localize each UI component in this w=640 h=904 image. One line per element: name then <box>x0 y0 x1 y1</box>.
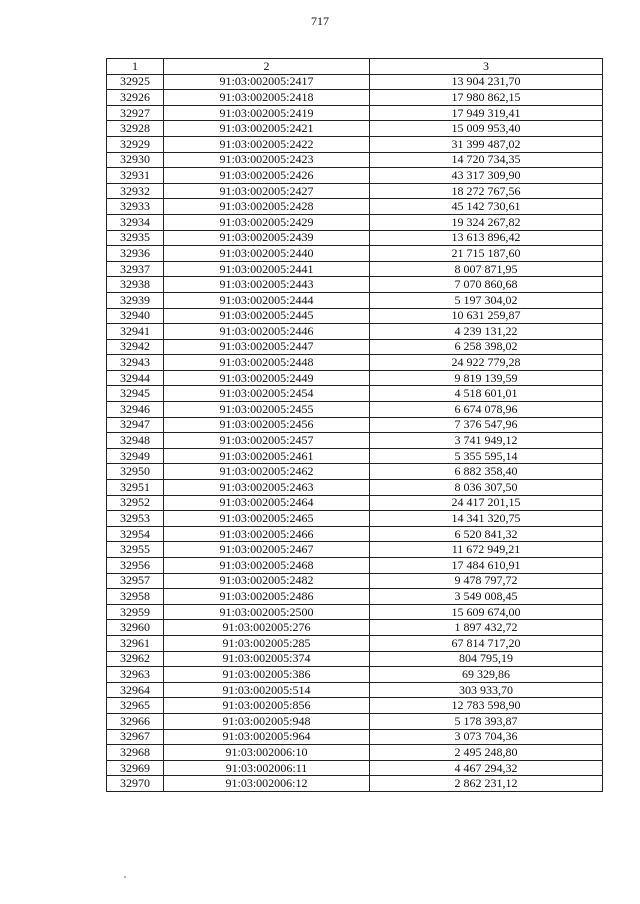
row-number-cell: 32967 <box>107 729 164 745</box>
cadastral-number-cell: 91:03:002005:2440 <box>164 246 370 262</box>
value-cell: 67 814 717,20 <box>370 635 603 651</box>
table-row <box>107 292 603 308</box>
column-header-3: 3 <box>370 59 603 75</box>
cadastral-number-cell: 91:03:002005:856 <box>164 698 370 714</box>
cadastral-number-cell: 91:03:002006:10 <box>164 745 370 761</box>
table-row <box>107 713 603 729</box>
cadastral-number-cell: 91:03:002005:2446 <box>164 324 370 340</box>
row-number-cell: 32958 <box>107 589 164 605</box>
value-cell: 11 672 949,21 <box>370 542 603 558</box>
cadastral-number-cell: 91:03:002005:2428 <box>164 199 370 215</box>
value-cell: 8 036 307,50 <box>370 480 603 496</box>
table-row <box>107 448 603 464</box>
row-number-cell: 32952 <box>107 495 164 511</box>
table-row <box>107 745 603 761</box>
row-number-cell: 32964 <box>107 682 164 698</box>
table-row <box>107 230 603 246</box>
row-number-cell: 32965 <box>107 698 164 714</box>
cadastral-number-cell: 91:03:002005:2465 <box>164 511 370 527</box>
value-cell: 31 399 487,02 <box>370 136 603 152</box>
cadastral-number-cell: 91:03:002005:2423 <box>164 152 370 168</box>
value-cell: 5 197 304,02 <box>370 292 603 308</box>
row-number-cell: 32928 <box>107 121 164 137</box>
value-cell: 24 417 201,15 <box>370 495 603 511</box>
cadastral-number-cell: 91:03:002005:2463 <box>164 480 370 496</box>
cadastral-number-cell: 91:03:002005:374 <box>164 651 370 667</box>
row-number-cell: 32966 <box>107 713 164 729</box>
value-cell: 7 376 547,96 <box>370 417 603 433</box>
row-number-cell: 32961 <box>107 635 164 651</box>
cadastral-number-cell: 91:03:002005:2500 <box>164 604 370 620</box>
row-number-cell: 32949 <box>107 448 164 464</box>
table-row <box>107 573 603 589</box>
value-cell: 15 609 674,00 <box>370 604 603 620</box>
cadastral-number-cell: 91:03:002005:2439 <box>164 230 370 246</box>
page-number: 717 <box>311 14 329 28</box>
value-cell: 19 324 267,82 <box>370 214 603 230</box>
cadastral-number-cell: 91:03:002005:2455 <box>164 402 370 418</box>
table-row <box>107 183 603 199</box>
value-cell: 2 862 231,12 <box>370 776 603 792</box>
table-row <box>107 261 603 277</box>
header-row <box>107 59 603 75</box>
table-row <box>107 729 603 745</box>
row-number-cell: 32947 <box>107 417 164 433</box>
row-number-cell: 32929 <box>107 136 164 152</box>
table-row <box>107 152 603 168</box>
value-cell: 5 178 393,87 <box>370 713 603 729</box>
cadastral-number-cell: 91:03:002005:2461 <box>164 448 370 464</box>
value-cell: 6 674 078,96 <box>370 402 603 418</box>
table-row <box>107 214 603 230</box>
value-cell: 3 073 704,36 <box>370 729 603 745</box>
value-cell: 45 142 730,61 <box>370 199 603 215</box>
cadastral-number-cell: 91:03:002005:285 <box>164 635 370 651</box>
row-number-cell: 32934 <box>107 214 164 230</box>
cadastral-number-cell: 91:03:002005:276 <box>164 620 370 636</box>
table-row <box>107 558 603 574</box>
table-row <box>107 386 603 402</box>
cadastral-number-cell: 91:03:002005:2421 <box>164 121 370 137</box>
row-number-cell: 32962 <box>107 651 164 667</box>
table-row <box>107 776 603 792</box>
cadastral-number-cell: 91:03:002005:2422 <box>164 136 370 152</box>
value-cell: 4 467 294,32 <box>370 760 603 776</box>
cadastral-number-cell: 91:03:002005:386 <box>164 667 370 683</box>
row-number-cell: 32939 <box>107 292 164 308</box>
cadastral-number-cell: 91:03:002005:2466 <box>164 526 370 542</box>
value-cell: 14 341 320,75 <box>370 511 603 527</box>
table-row <box>107 308 603 324</box>
cadastral-number-cell: 91:03:002005:2429 <box>164 214 370 230</box>
row-number-cell: 32944 <box>107 370 164 386</box>
row-number-cell: 32926 <box>107 90 164 106</box>
cadastral-number-cell: 91:03:002005:964 <box>164 729 370 745</box>
table-row <box>107 604 603 620</box>
row-number-cell: 32938 <box>107 277 164 293</box>
table-row <box>107 339 603 355</box>
cadastral-number-cell: 91:03:002005:2443 <box>164 277 370 293</box>
row-number-cell: 32937 <box>107 261 164 277</box>
table-row <box>107 589 603 605</box>
value-cell: 3 549 008,45 <box>370 589 603 605</box>
value-cell: 10 631 259,87 <box>370 308 603 324</box>
value-cell: 12 783 598,90 <box>370 698 603 714</box>
row-number-cell: 32954 <box>107 526 164 542</box>
value-cell: 6 882 358,40 <box>370 464 603 480</box>
table-row <box>107 168 603 184</box>
row-number-cell: 32950 <box>107 464 164 480</box>
cadastral-number-cell: 91:03:002005:948 <box>164 713 370 729</box>
cadastral-number-cell: 91:03:002005:2445 <box>164 308 370 324</box>
table-row <box>107 417 603 433</box>
table-row <box>107 651 603 667</box>
cadastral-number-cell: 91:03:002005:2417 <box>164 74 370 90</box>
row-number-cell: 32931 <box>107 168 164 184</box>
table-row <box>107 74 603 90</box>
value-cell: 7 070 860,68 <box>370 277 603 293</box>
row-number-cell: 32960 <box>107 620 164 636</box>
cadastral-number-cell: 91:03:002005:2468 <box>164 558 370 574</box>
table-row <box>107 199 603 215</box>
row-number-cell: 32970 <box>107 776 164 792</box>
value-cell: 13 613 896,42 <box>370 230 603 246</box>
cadastral-number-cell: 91:03:002005:514 <box>164 682 370 698</box>
value-cell: 17 980 862,15 <box>370 90 603 106</box>
row-number-cell: 32953 <box>107 511 164 527</box>
value-cell: 21 715 187,60 <box>370 246 603 262</box>
value-cell: 6 520 841,32 <box>370 526 603 542</box>
column-header-2: 2 <box>164 59 370 75</box>
row-number-cell: 32925 <box>107 74 164 90</box>
table-row <box>107 480 603 496</box>
table-row <box>107 635 603 651</box>
row-number-cell: 32943 <box>107 355 164 371</box>
value-cell: 17 949 319,41 <box>370 105 603 121</box>
value-cell: 24 922 779,28 <box>370 355 603 371</box>
table-body <box>107 74 603 791</box>
cadastral-number-cell: 91:03:002005:2462 <box>164 464 370 480</box>
value-cell: 9 478 797,72 <box>370 573 603 589</box>
row-number-cell: 32955 <box>107 542 164 558</box>
row-number-cell: 32968 <box>107 745 164 761</box>
row-number-cell: 32941 <box>107 324 164 340</box>
cadastral-number-cell: 91:03:002005:2441 <box>164 261 370 277</box>
row-number-cell: 32946 <box>107 402 164 418</box>
row-number-cell: 32930 <box>107 152 164 168</box>
table-row <box>107 620 603 636</box>
table-row <box>107 324 603 340</box>
table-row <box>107 370 603 386</box>
value-cell: 4 239 131,22 <box>370 324 603 340</box>
row-number-cell: 32933 <box>107 199 164 215</box>
table-row <box>107 667 603 683</box>
cadastral-number-cell: 91:03:002006:11 <box>164 760 370 776</box>
table-row <box>107 542 603 558</box>
cadastral-number-cell: 91:03:002005:2449 <box>164 370 370 386</box>
row-number-cell: 32951 <box>107 480 164 496</box>
column-header-1: 1 <box>107 59 164 75</box>
row-number-cell: 32927 <box>107 105 164 121</box>
cadastral-number-cell: 91:03:002005:2457 <box>164 433 370 449</box>
table-row <box>107 464 603 480</box>
cadastral-number-cell: 91:03:002005:2454 <box>164 386 370 402</box>
value-cell: 17 484 610,91 <box>370 558 603 574</box>
value-cell: 8 007 871,95 <box>370 261 603 277</box>
cadastral-number-cell: 91:03:002005:2447 <box>164 339 370 355</box>
row-number-cell: 32945 <box>107 386 164 402</box>
row-number-cell: 32963 <box>107 667 164 683</box>
row-number-cell: 32935 <box>107 230 164 246</box>
table-row <box>107 402 603 418</box>
cadastral-number-cell: 91:03:002005:2418 <box>164 90 370 106</box>
scan-speck <box>124 876 126 878</box>
cadastral-number-cell: 91:03:002005:2486 <box>164 589 370 605</box>
value-cell: 43 317 309,90 <box>370 168 603 184</box>
row-number-cell: 32936 <box>107 246 164 262</box>
cadastral-number-cell: 91:03:002005:2467 <box>164 542 370 558</box>
table-row <box>107 682 603 698</box>
table-header <box>107 59 603 75</box>
table-row <box>107 433 603 449</box>
table-row <box>107 526 603 542</box>
value-cell: 4 518 601,01 <box>370 386 603 402</box>
row-number-cell: 32969 <box>107 760 164 776</box>
cadastral-number-cell: 91:03:002005:2482 <box>164 573 370 589</box>
value-cell: 3 741 949,12 <box>370 433 603 449</box>
cadastral-number-cell: 91:03:002005:2448 <box>164 355 370 371</box>
value-cell: 303 933,70 <box>370 682 603 698</box>
row-number-cell: 32948 <box>107 433 164 449</box>
table-row <box>107 136 603 152</box>
table-row <box>107 760 603 776</box>
value-cell: 15 009 953,40 <box>370 121 603 137</box>
value-cell: 1 897 432,72 <box>370 620 603 636</box>
cadastral-number-cell: 91:03:002005:2444 <box>164 292 370 308</box>
table-row <box>107 90 603 106</box>
value-cell: 14 720 734,35 <box>370 152 603 168</box>
value-cell: 5 355 595,14 <box>370 448 603 464</box>
table-row <box>107 698 603 714</box>
row-number-cell: 32942 <box>107 339 164 355</box>
row-number-cell: 32940 <box>107 308 164 324</box>
row-number-cell: 32956 <box>107 558 164 574</box>
value-cell: 69 329,86 <box>370 667 603 683</box>
cadastral-number-cell: 91:03:002005:2426 <box>164 168 370 184</box>
value-cell: 9 819 139,59 <box>370 370 603 386</box>
table-row <box>107 246 603 262</box>
table-row <box>107 355 603 371</box>
cadastral-number-cell: 91:03:002005:2427 <box>164 183 370 199</box>
row-number-cell: 32959 <box>107 604 164 620</box>
cadastral-value-table <box>106 58 603 792</box>
row-number-cell: 32932 <box>107 183 164 199</box>
table-row <box>107 495 603 511</box>
table-row <box>107 105 603 121</box>
table-row <box>107 121 603 137</box>
cadastral-number-cell: 91:03:002005:2419 <box>164 105 370 121</box>
row-number-cell: 32957 <box>107 573 164 589</box>
value-cell: 18 272 767,56 <box>370 183 603 199</box>
cadastral-number-cell: 91:03:002006:12 <box>164 776 370 792</box>
table-row <box>107 277 603 293</box>
value-cell: 13 904 231,70 <box>370 74 603 90</box>
table-row <box>107 511 603 527</box>
cadastral-number-cell: 91:03:002005:2456 <box>164 417 370 433</box>
value-cell: 2 495 248,80 <box>370 745 603 761</box>
value-cell: 804 795,19 <box>370 651 603 667</box>
cadastral-number-cell: 91:03:002005:2464 <box>164 495 370 511</box>
value-cell: 6 258 398,02 <box>370 339 603 355</box>
